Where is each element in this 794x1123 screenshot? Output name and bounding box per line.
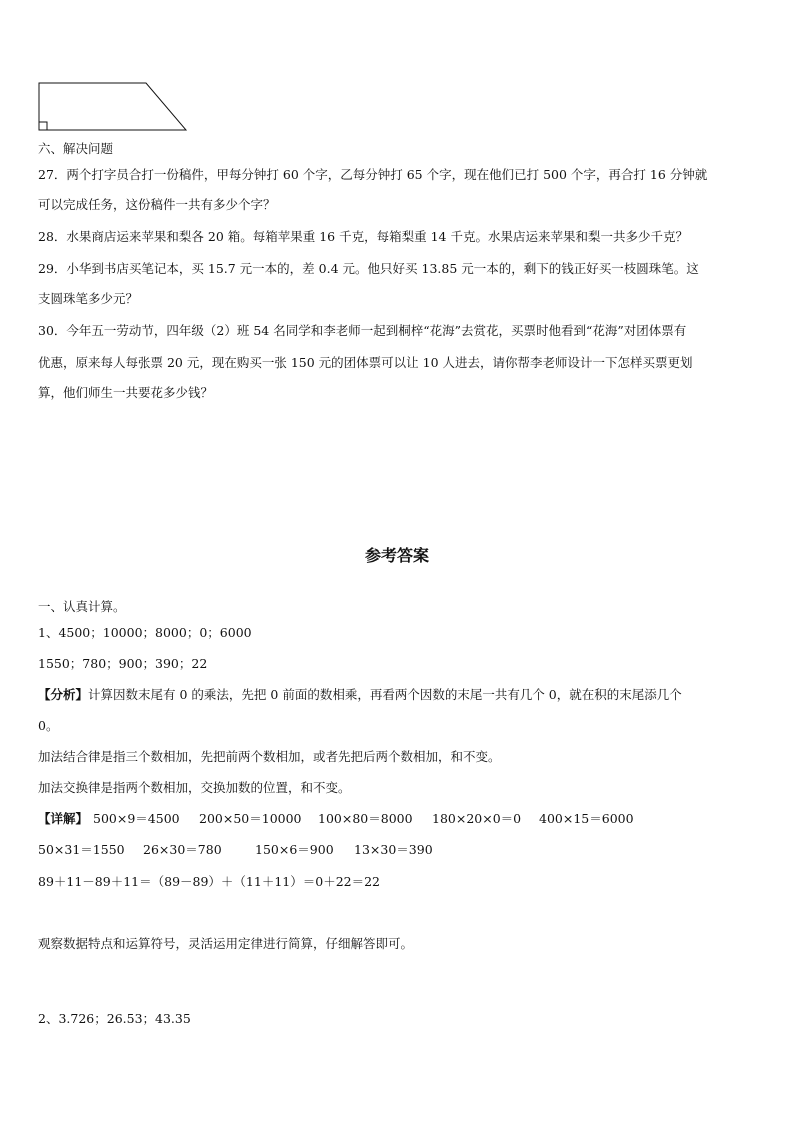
question-30-line-2: 优惠，原来每人每张票 20 元，现在购买一张 150 元的团体票可以让 10 人进去，请你帮李老师设计一下怎样买票更划	[38, 355, 693, 370]
detail-calc: 100×80＝8000	[318, 811, 413, 826]
answer-summary: 观察数据特点和运算符号，灵活运用定律进行简算，仔细解答即可。	[38, 936, 414, 951]
detail-calc: 200×50＝10000	[199, 811, 302, 826]
analysis-line-1	[38, 686, 682, 704]
detail-calc: 50×31＝1550	[38, 842, 125, 857]
question-27-line-1: 27．两个打字员合打一份稿件，甲每分钟打 60 个字，乙每分钟打 65 个字，现在他们已打 500 个字，再合打 16 分钟就	[38, 167, 708, 182]
question-30-line-1: 30．今年五一劳动节，四年级（2）班 54 名同学和李老师一起到桐梓“花海”去赏花，买票时他看到“花海”对团体票有	[38, 323, 687, 338]
detail-calc: 180×20×0＝0	[432, 811, 522, 826]
question-29-line-2: 支圆珠笔多少元？	[38, 291, 139, 306]
analysis-line-2: 0。	[38, 718, 59, 733]
answers-title: 参考答案	[364, 546, 429, 565]
answers-section-one-heading: 一、认真计算。	[38, 599, 126, 614]
detail-row-3: 89＋11－89＋11＝（89－89）＋（11＋11）＝0＋22＝22	[38, 874, 381, 889]
analysis-text: 计算因数末尾有 0 的乘法，先把 0 前面的数相乘，再看两个因数的末尾一共有几个 0，就在积的末尾添几个	[88, 687, 682, 702]
detail-calc: 26×30＝780	[143, 842, 222, 857]
question-27-line-2: 可以完成任务，这份稿件一共有多少个字？	[38, 197, 276, 212]
answer-2: 2、3.726；26.53；43.35	[38, 1011, 191, 1026]
addition-associative-law: 加法结合律是指三个数相加，先把前两个数相加，或者先把后两个数相加，和不变。	[38, 749, 501, 764]
right-trapezoid-figure	[36, 80, 192, 134]
question-30-line-3: 算，他们师生一共要花多少钱？	[38, 385, 214, 400]
answer-1-line-2: 1550；780；900；390；22	[38, 656, 208, 671]
question-28: 28．水果商店运来苹果和梨各 20 箱。每箱苹果重 16 千克，每箱梨重 14 千克。水果店运来苹果和梨一共多少千克？	[38, 229, 688, 244]
section-six-heading: 六、解决问题	[38, 141, 114, 156]
question-29-line-1: 29．小华到书店买笔记本，买 15.7 元一本的，差 0.4 元。他只好买 13.85 元一本的，剩下的钱正好买一枝圆珠笔。这	[38, 261, 699, 276]
analysis-label: 【分析】	[38, 687, 89, 702]
detail-calc: 150×6＝900	[255, 842, 334, 857]
addition-commutative-law: 加法交换律是指两个数相加，交换加数的位置，和不变。	[38, 780, 351, 795]
detail-calc: 400×15＝6000	[539, 811, 634, 826]
detail-label: 【详解】	[38, 811, 89, 826]
detail-calc: 13×30＝390	[354, 842, 433, 857]
answer-1-line-1: 1、4500；10000；8000；0；6000	[38, 625, 252, 640]
detail-calc: 500×9＝4500	[93, 811, 180, 826]
